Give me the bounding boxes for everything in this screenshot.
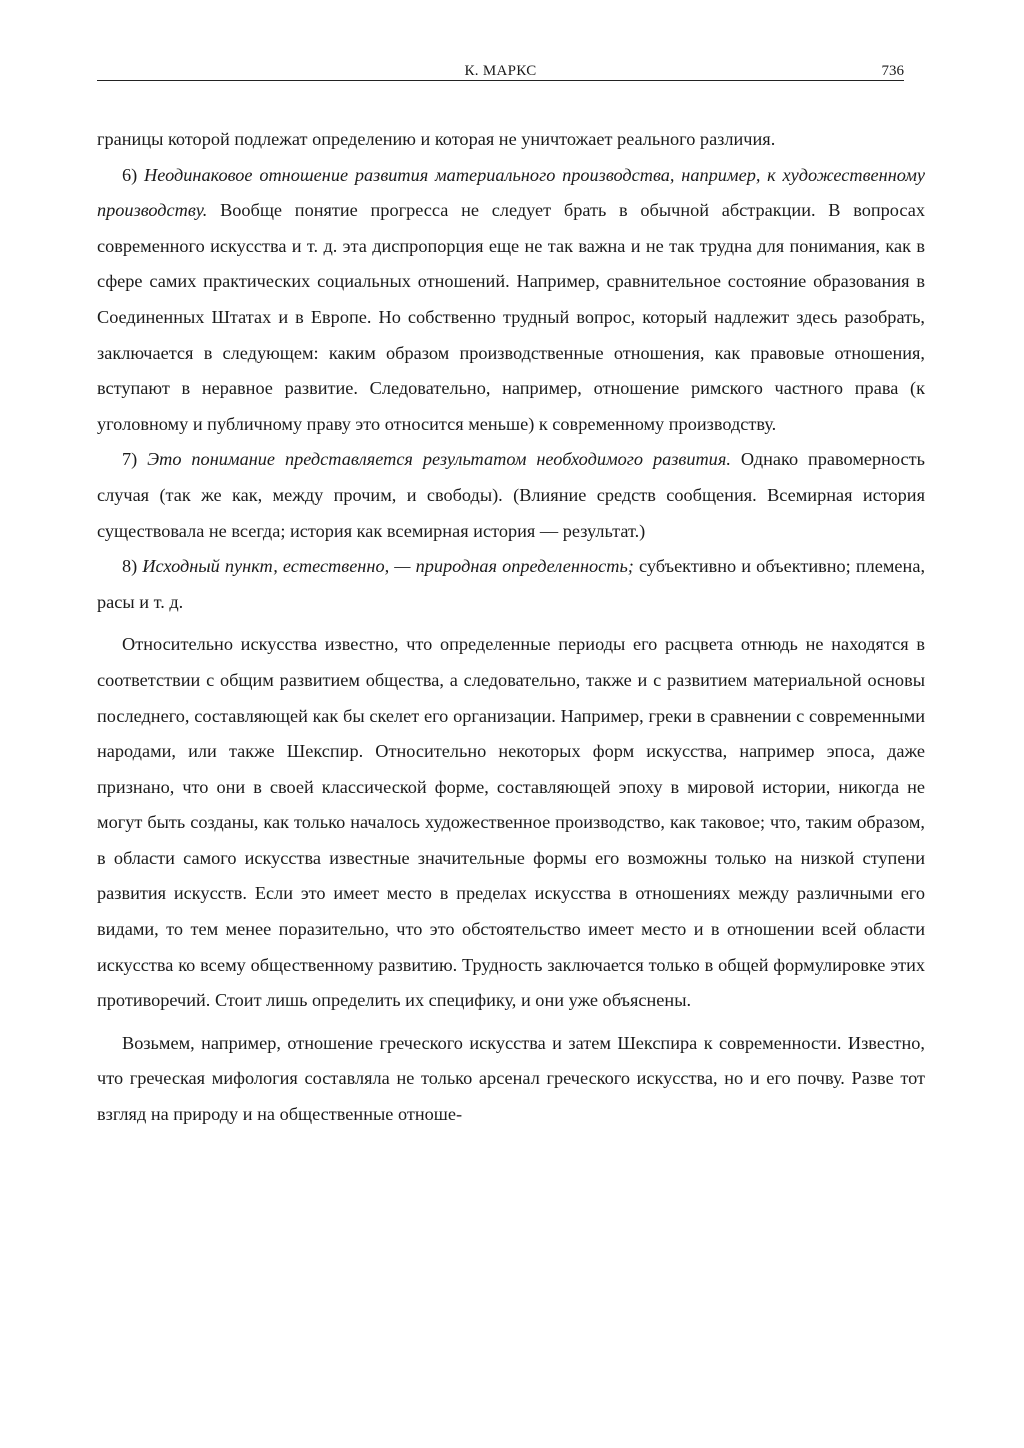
paragraph-item-6: [97, 158, 925, 443]
paragraph-greek-art: [97, 1026, 925, 1133]
item-heading-italic: Это понимание представляется результатом необходимого развития.: [147, 449, 731, 470]
paragraph-text: Вообще понятие прогресса не следует брать в обычной абстракции. В вопросах современного искусства и т. д. эта диспропорция еще не так важна и не так трудна для понимания, как в сфере самих практических социальных отношений. Например, сравнительное состояние образования в Соединенных Штатах и в Европе. Но собственно трудный вопрос, который надлежит здесь разобрать, заключается в следующем: каким образом производственные отношения, как правовые отношения, вступают в неравное развитие. Следовательно, например, отношение римского частного права (к уголовному и публичному праву это относится меньше) к современному производству.: [97, 200, 925, 434]
item-number: 6): [122, 164, 138, 185]
paragraph-art: [97, 627, 925, 1019]
paragraph-text: субъективно и объективно; племена, расы и т. д.: [97, 556, 926, 612]
paragraph-text: Однако правомерность случая (так же как, между прочим, и свободы). (Влияние средств сообщения. Всемирная история существовала не всегда; история как всемирная история — результат.): [97, 449, 925, 541]
item-heading-italic: Неодинаковое отношение развития материального производства, например, к художественному производству.: [97, 164, 925, 221]
running-header-title: К. МАРКС: [464, 63, 537, 79]
paragraph-item-7: [97, 442, 925, 549]
item-heading-italic: Исходный пункт, естественно, — природная определенность;: [142, 556, 634, 577]
paragraph-text: Относительно искусства известно, что определенные периоды его расцвета отнюдь не находятся в соответствии с общим развитием общества, а следовательно, также и с развитием материальной основы последнего, составляющей как бы скелет его организации. Например, греки в сравнении с современными народами, или также Шекспир. Относительно некоторых форм искусства, например эпоса, даже признано, что они в своей классической форме, составляющей эпоху в мировой истории, никогда не могут быть созданы, как только началось художественное производство, как таковое; что, таким образом, в области самого искусства известные значительные формы его возможны только на низкой ступени развития искусств. Если это имеет место в пределах искусства в отношениях между различными его видами, то тем менее поразительно, что это обстоятельство имеет место и в отношении всей области искусства ко всему общественному развитию. Трудность заключается только в общей формулировке этих противоречий. Стоит лишь определить их специфику, и они уже объяснены.: [97, 634, 925, 1011]
paragraph-text: Возьмем, например, отношение греческого искусства и затем Шекспира к современности. Известно, что греческая мифология составляла не только арсенал греческого искусства, но и его почву. Разве тот взгляд на природу и на общественные отноше-: [97, 1032, 925, 1125]
item-number: 7): [122, 449, 138, 470]
item-number: 8): [122, 556, 138, 577]
paragraph-continuation: [97, 122, 925, 158]
paragraph-item-8: [97, 549, 925, 620]
running-header: [97, 62, 904, 81]
page-number: 736: [881, 63, 904, 79]
body-text: [97, 122, 925, 1133]
paragraph-text: границы которой подлежат определению и которая не уничтожает реального различия.: [97, 129, 776, 149]
